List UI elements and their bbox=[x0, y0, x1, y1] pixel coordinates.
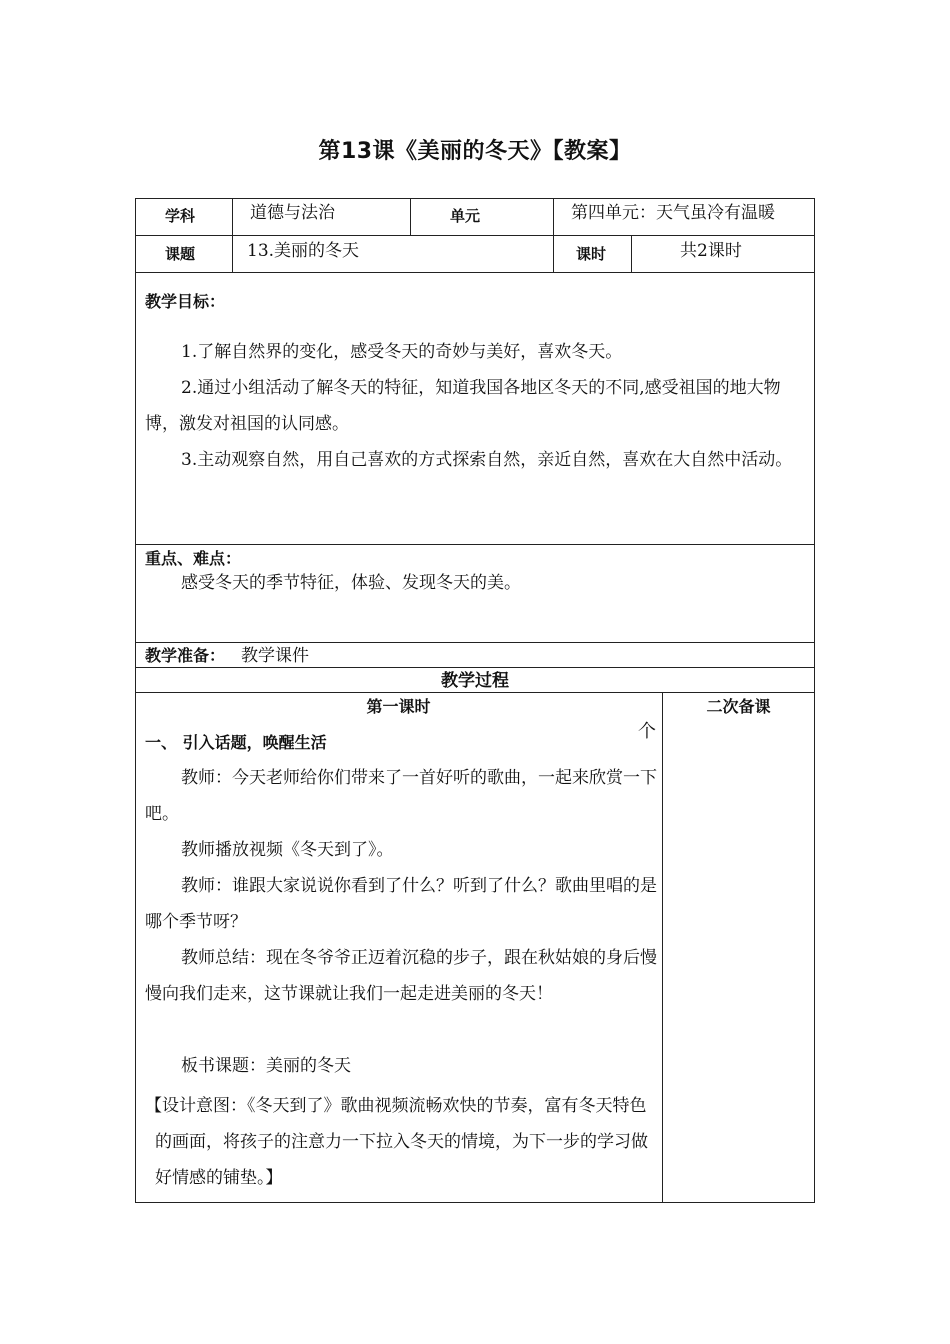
key-points-heading: 重点、难点： bbox=[145, 549, 242, 568]
design-note: 【设计意图：《冬天到了》歌曲视频流畅欢快的节奏，富有冬天特色的画面，将孩子的注意力一下拉入冬天的情境，为下一步的学习做好情感的铺垫。】 bbox=[145, 1096, 648, 1188]
objective-item: 1.了解自然界的变化，感受冬天的奇妙与美好，喜欢冬天。 bbox=[181, 342, 623, 362]
table-rule bbox=[662, 692, 663, 1202]
table-rule bbox=[232, 198, 233, 272]
topic-label: 课题 bbox=[165, 245, 196, 263]
unit-value: 第四单元：天气虽冷有温暖 bbox=[571, 203, 775, 223]
table-rule bbox=[410, 198, 411, 235]
table-border-top bbox=[135, 198, 815, 199]
table-rule bbox=[135, 272, 815, 273]
notes-heading: 二次备课 bbox=[706, 697, 771, 716]
objective-item: 2.通过小组活动了解冬天的特征，知道我国各地区冬天的不同,感受祖国的地大物博，激发对祖国的认同感。 bbox=[145, 378, 781, 434]
hours-label: 课时 bbox=[576, 245, 607, 263]
unit-label: 单元 bbox=[450, 207, 481, 225]
section-heading: 一、 引入话题，唤醒生活 bbox=[145, 733, 327, 752]
lesson-plan-table bbox=[135, 198, 815, 1203]
preparation-heading: 教学准备： bbox=[145, 646, 226, 665]
process-paragraph: 教师：谁跟大家说说你看到了什么？听到了什么？歌曲里唱的是哪个季节呀？ bbox=[145, 876, 657, 932]
process-paragraph: 教师：今天老师给你们带来了一首好听的歌曲，一起来欣赏一下吧。 bbox=[145, 768, 657, 824]
subject-label: 学科 bbox=[165, 207, 196, 225]
process-paragraph: 板书课题：美丽的冬天 bbox=[181, 1056, 351, 1076]
table-border-right bbox=[814, 198, 815, 1203]
process-paragraph: 教师播放视频《冬天到了》。 bbox=[181, 840, 394, 860]
hours-value: 共2课时 bbox=[680, 241, 742, 261]
key-points-text: 感受冬天的季节特征，体验、发现冬天的美。 bbox=[181, 573, 521, 593]
table-rule bbox=[553, 198, 554, 272]
stray-character: 个 bbox=[638, 721, 656, 742]
document-title: 第13课《美丽的冬天》【教案】 bbox=[318, 139, 632, 164]
process-paragraph: 教师总结：现在冬爷爷正迈着沉稳的步子，跟在秋姑娘的身后慢慢向我们走来，这节课就让我们一起走进美丽的冬天！ bbox=[145, 948, 657, 1004]
period-heading: 第一课时 bbox=[366, 697, 431, 716]
objective-item: 3.主动观察自然，用自己喜欢的方式探索自然，亲近自然，喜欢在大自然中活动。 bbox=[181, 450, 793, 470]
preparation-text: 教学课件 bbox=[241, 646, 309, 666]
subject-value: 道德与法治 bbox=[250, 203, 335, 223]
table-rule bbox=[135, 544, 815, 545]
table-rule bbox=[631, 235, 632, 272]
table-rule bbox=[135, 667, 815, 668]
table-rule bbox=[135, 642, 815, 643]
objectives-heading: 教学目标： bbox=[145, 292, 226, 311]
table-rule bbox=[135, 235, 815, 236]
topic-value: 13.美丽的冬天 bbox=[247, 241, 360, 261]
table-border-bottom bbox=[135, 1202, 815, 1203]
table-rule bbox=[135, 692, 815, 693]
process-heading: 教学过程 bbox=[441, 671, 509, 691]
